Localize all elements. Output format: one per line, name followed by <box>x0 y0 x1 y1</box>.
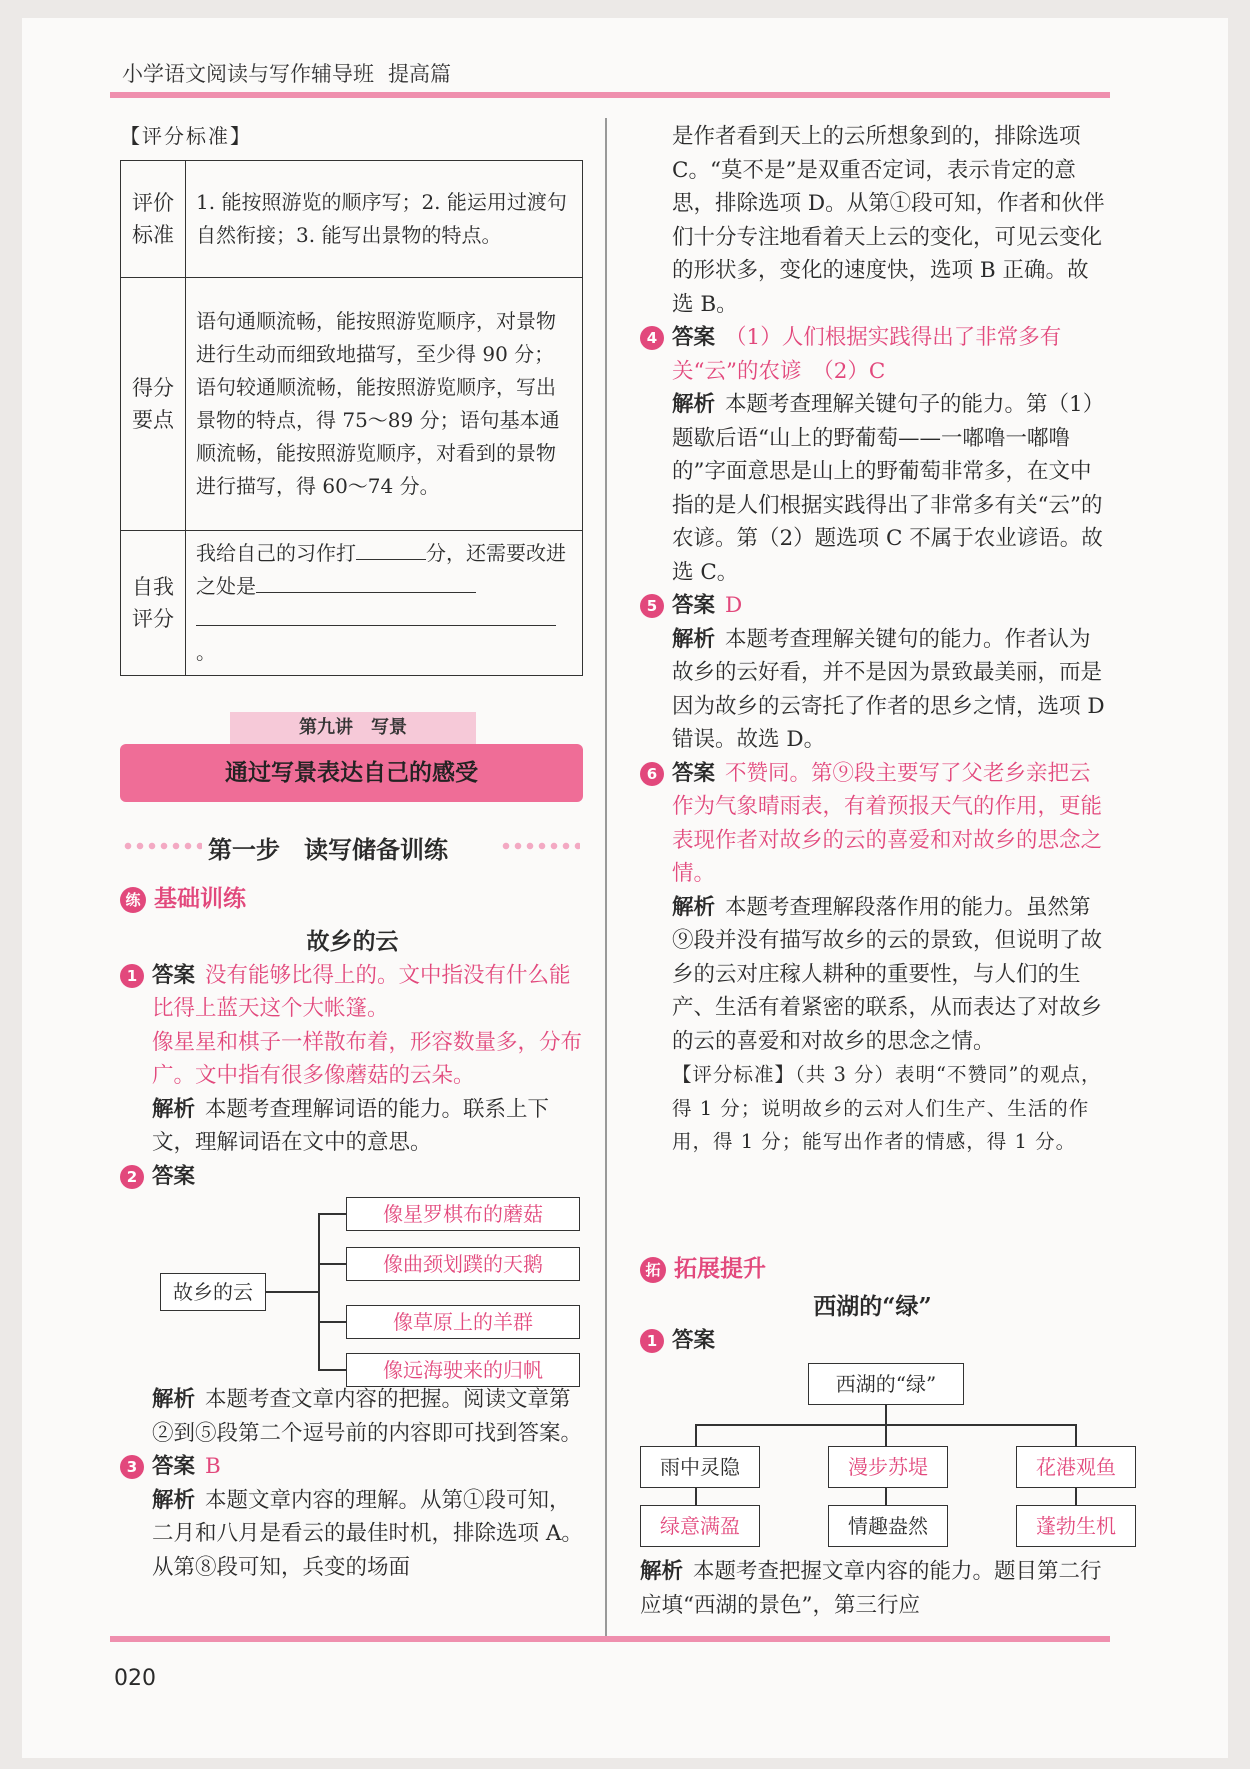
answer-text: 像星星和棋子一样散布着，形容数量多，分布广。文中指有很多像蘑菇的云朵。 <box>152 1029 583 1088</box>
right-column <box>640 120 1105 1159</box>
question-number: 1 <box>640 1329 664 1353</box>
lecture-title: 通过写景表达自己的感受 <box>120 744 583 802</box>
footer-rule <box>110 1636 1110 1642</box>
section-extend: 拓 拓展提升 <box>640 1250 766 1283</box>
header-rule <box>110 92 1110 98</box>
diagram-leaf: 像草原上的羊群 <box>346 1305 580 1339</box>
rubric-row <box>121 160 583 277</box>
answer-label: 答案 <box>672 593 716 618</box>
answer-text: 没有能够比得上的。文中指没有什么能比得上蓝天这个大帐篷。 <box>152 962 571 1021</box>
rubric-key: 自我 评分 <box>121 530 186 675</box>
running-header <box>122 58 451 88</box>
answer-label: 答案 <box>672 325 716 350</box>
analysis-text: 本题文章内容的理解。从第①段可知，二月和八月是看云的最佳时机，排除选项 A。从第⑧段可知，兵变的场面 <box>152 1487 583 1580</box>
improve-blank-2[interactable] <box>196 603 556 626</box>
analysis-text: 本题考查理解段落作用的能力。虽然第⑨段并没有描写故乡的云的景致，但说明了故乡的云对庄稼人耕种的重要性，与人们的生产、生活有着紧密的联系，从而表达了对故乡的云的喜爱和对故乡的思念之情。 <box>672 894 1103 1054</box>
question-number: 4 <box>640 326 664 350</box>
westlake-diagram <box>640 1357 1116 1547</box>
question-4 <box>640 321 1105 589</box>
diagram-node: 蓬勃生机 <box>1016 1505 1136 1547</box>
rubric-heading: 【评分标准】 <box>120 124 252 148</box>
practice-icon: 练 <box>120 887 146 913</box>
diagram-leaf: 像远海驶来的归帆 <box>346 1353 580 1387</box>
analysis-label: 解析 <box>152 1387 196 1412</box>
scoring-note: 【评分标准】（共 3 分）表明“不赞同”的观点，得 1 分；说明故乡的云对人们生产、生活的作用，得 1 分；能写出作者的情感，得 1 分。 <box>672 1063 1102 1153</box>
question-6 <box>640 757 1105 1159</box>
answer-text: B <box>205 1454 221 1479</box>
book-title: 小学语文阅读与写作辅导班 <box>122 62 374 86</box>
question-1b <box>640 1324 1116 1623</box>
analysis-label: 解析 <box>672 894 716 920</box>
rubric-row <box>121 277 583 530</box>
dots-left <box>122 840 202 854</box>
analysis-text: 本题考查文章内容的把握。阅读文章第②到⑤段第二个逗号前的内容即可找到答案。 <box>152 1387 583 1446</box>
diagram-node: 绿意满盈 <box>640 1505 760 1547</box>
text-title: 故乡的云 <box>306 928 399 955</box>
left-answers <box>120 925 585 1584</box>
rubric-text: 1. 能按照游览的顺序写；2. 能运用过渡句自然衔接；3. 能写出景物的特点。 <box>186 160 583 277</box>
self-score-cell: 我给自己的习作打 分，还需要改进之处是 。 <box>186 530 583 675</box>
diagram-leaf: 像星罗棋布的蘑菇 <box>346 1197 580 1231</box>
rubric-table <box>120 160 583 676</box>
analysis-text-continued: 是作者看到天上的云所想象到的，排除选项 C。“莫不是”是双重否定词，表示肯定的意思，排除选项 D。从第①段可知，作者和伙伴们十分专注地看着天上云的变化，可见云变化的形状多，变化的速度快，选项 B 正确。故选 B。 <box>672 124 1105 317</box>
text-title: 西湖的“绿” <box>813 1293 932 1320</box>
answer-text: （1）人们根据实践得出了非常多有关“云”的农谚 （2）C <box>672 325 1062 384</box>
lecture-banner <box>120 717 583 802</box>
diagram-node: 情趣盎然 <box>828 1505 948 1547</box>
question-number: 6 <box>640 762 664 786</box>
cloud-diagram <box>152 1193 585 1383</box>
answer-label: 答案 <box>672 760 716 786</box>
answer-label: 答案 <box>152 962 196 988</box>
dots-right <box>500 840 580 854</box>
answer-label: 答案 <box>672 1327 716 1353</box>
analysis-label: 解析 <box>152 1096 196 1122</box>
analysis-text: 本题考查把握文章内容的能力。题目第二行应填“西湖的景色”，第三行应 <box>640 1559 1102 1618</box>
analysis-label: 解析 <box>672 392 716 417</box>
answer-label: 答案 <box>152 1163 196 1189</box>
question-number: 3 <box>120 1455 144 1479</box>
analysis-label: 解析 <box>152 1487 196 1513</box>
analysis-text: 本题考查理解词语的能力。联系上下文，理解词语在文中的意思。 <box>152 1096 550 1155</box>
rubric-key: 得分 要点 <box>121 277 186 530</box>
question-5 <box>640 589 1105 757</box>
extend-icon: 拓 <box>640 1257 666 1283</box>
diagram-root: 故乡的云 <box>160 1273 266 1311</box>
diagram-node: 花港观鱼 <box>1016 1446 1136 1488</box>
analysis-label: 解析 <box>640 1559 684 1584</box>
question-number: 1 <box>120 964 144 988</box>
rubric-row <box>121 530 583 675</box>
score-blank[interactable] <box>356 537 426 560</box>
question-1 <box>120 959 585 1160</box>
rubric-text: 语句通顺流畅，能按照游览顺序，对景物进行生动而细致地描写，至少得 90 分；语句较通顺流畅，能按照游览顺序，写出景物的特点，得 75～89 分；语句基本通顺流畅，能按照游览顺序，对看到的景物进行描写，得 60～74 分。 <box>186 277 583 530</box>
answer-text: 不赞同。第⑨段主要写了父老乡亲把云作为气象晴雨表，有着预报天气的作用，更能表现作者对故乡的云的喜爱和对故乡的思念之情。 <box>672 760 1103 886</box>
rubric-key: 评价 标准 <box>121 160 186 277</box>
step-heading: 第一步 读写储备训练 <box>208 835 448 864</box>
left-column <box>120 120 585 676</box>
column-divider <box>605 118 607 1638</box>
question-3 <box>120 1450 585 1584</box>
question-number: 5 <box>640 594 664 618</box>
improve-blank[interactable] <box>256 570 476 593</box>
diagram-root: 西湖的“绿” <box>808 1363 964 1405</box>
diagram-node: 雨中灵隐 <box>640 1446 760 1488</box>
analysis-text: 本题考查理解关键句子的能力。第（1）题歇后语“山上的野葡萄——一嘟噜一嘟噜的”字面意思是山上的野葡萄非常多，在文中指的是人们根据实践得出了非常多有关“云”的农谚。第（2）题选项 C 不属于农业谚语。故选 C。 <box>672 392 1105 585</box>
answer-label: 答案 <box>152 1454 196 1479</box>
question-number: 2 <box>120 1165 144 1189</box>
section-basic: 练 基础训练 <box>120 880 246 913</box>
right-answers-2 <box>640 1290 1116 1622</box>
lecture-tab: 第九讲 写景 <box>230 712 476 744</box>
answer-text: D <box>725 593 743 618</box>
diagram-node: 漫步苏堤 <box>828 1446 948 1488</box>
diagram-leaf: 像曲颈划蹼的天鹅 <box>346 1247 580 1281</box>
analysis-text: 本题考查理解关键句的能力。作者认为故乡的云好看，并不是因为景致最美丽，而是因为故乡的云寄托了作者的思乡之情，选项 D 错误。故选 D。 <box>672 626 1105 752</box>
page-number: 020 <box>114 1666 156 1691</box>
question-2 <box>120 1160 585 1451</box>
analysis-block <box>640 1555 1105 1622</box>
book-level: 提高篇 <box>388 62 451 86</box>
analysis-label: 解析 <box>672 626 716 652</box>
